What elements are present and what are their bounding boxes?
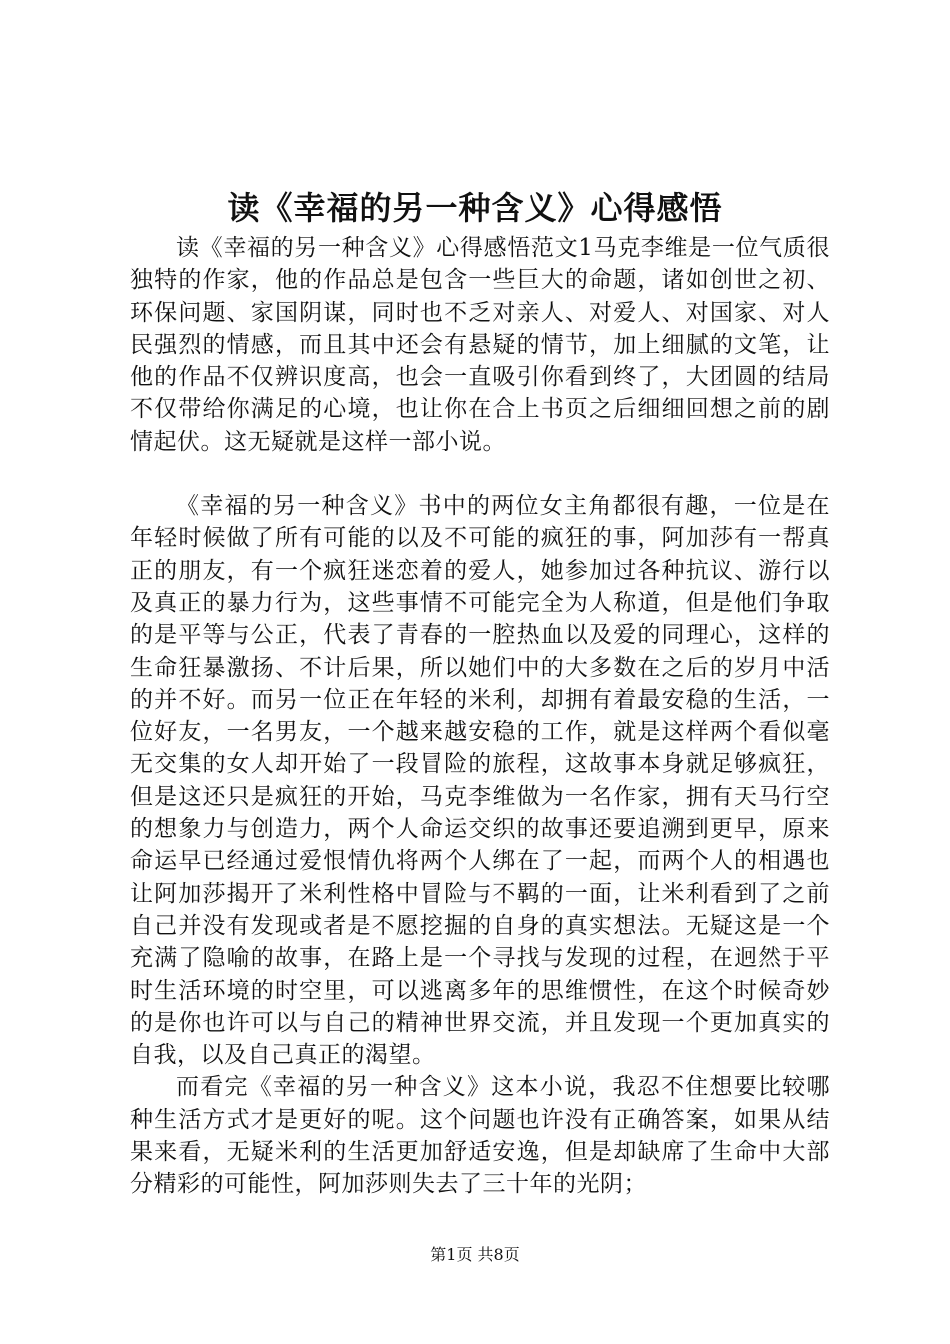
document-body [130, 232, 830, 1201]
paragraph-3: 而看完《幸福的另一种含义》这本小说，我忍不住想要比较哪种生活方式才是更好的呢。这个问题也许没有正确答案，如果从结果来看，无疑米利的生活更加舒适安逸，但是却缺席了生命中大部分精彩的可能性，阿加莎则失去了三十年的光阴； [130, 1074, 830, 1198]
page-footer: 第1页 共8页 [430, 1245, 520, 1264]
document-title: 读《幸福的另一种含义》心得感悟 [227, 189, 723, 227]
paragraph-1: 读《幸福的另一种含义》心得感悟范文1马克李维是一位气质很独特的作家，他的作品总是包含一些巨大的命题，诸如创世之初、环保问题、家国阴谋，同时也不乏对亲人、对爱人、对国家、对人民强烈的情感，而且其中还会有悬疑的情节，加上细腻的文笔，让他的作品不仅辨识度高，也会一直吸引你看到终了，大团圆的结局不仅带给你满足的心境，也让你在合上书页之后细细回想之前的剧情起伏。这无疑就是这样一部小说。 [130, 235, 830, 455]
paragraph-2: 《幸福的另一种含义》书中的两位女主角都很有趣，一位是在年轻时候做了所有可能的以及不可能的疯狂的事，阿加莎有一帮真正的朋友，有一个疯狂迷恋着的爱人，她参加过各种抗议、游行以及真正的暴力行为，这些事情不可能完全为人称道，但是他们争取的是平等与公正，代表了青春的一腔热血以及爱的同理心，这样的生命狂暴激扬、不计后果，所以她们中的大多数在之后的岁月中活的并不好。而另一位正在年轻的米利，却拥有着最安稳的生活，一位好友，一名男友，一个越来越安稳的工作，就是这样两个看似毫无交集的女人却开始了一段冒险的旅程，这故事本身就足够疯狂，但是这还只是疯狂的开始，马克李维做为一名作家，拥有天马行空的想象力与创造力，两个人命运交织的故事还要追溯到更早，原来命运早已经通过爱恨情仇将两个人绑在了一起，而两个人的相遇也让阿加莎揭开了米利性格中冒险与不羁的一面，让米利看到了之前自己并没有发现或者是不愿挖掘的自身的真实想法。无疑这是一个充满了隐喻的故事，在路上是一个寻找与发现的过程，在迥然于平时生活环境的时空里，可以逃离多年的思维惯性，在这个时候奇妙的是你也许可以与自己的精神世界交流，并且发现一个更加真实的自我，以及自己真正的渴望。 [130, 493, 830, 1069]
